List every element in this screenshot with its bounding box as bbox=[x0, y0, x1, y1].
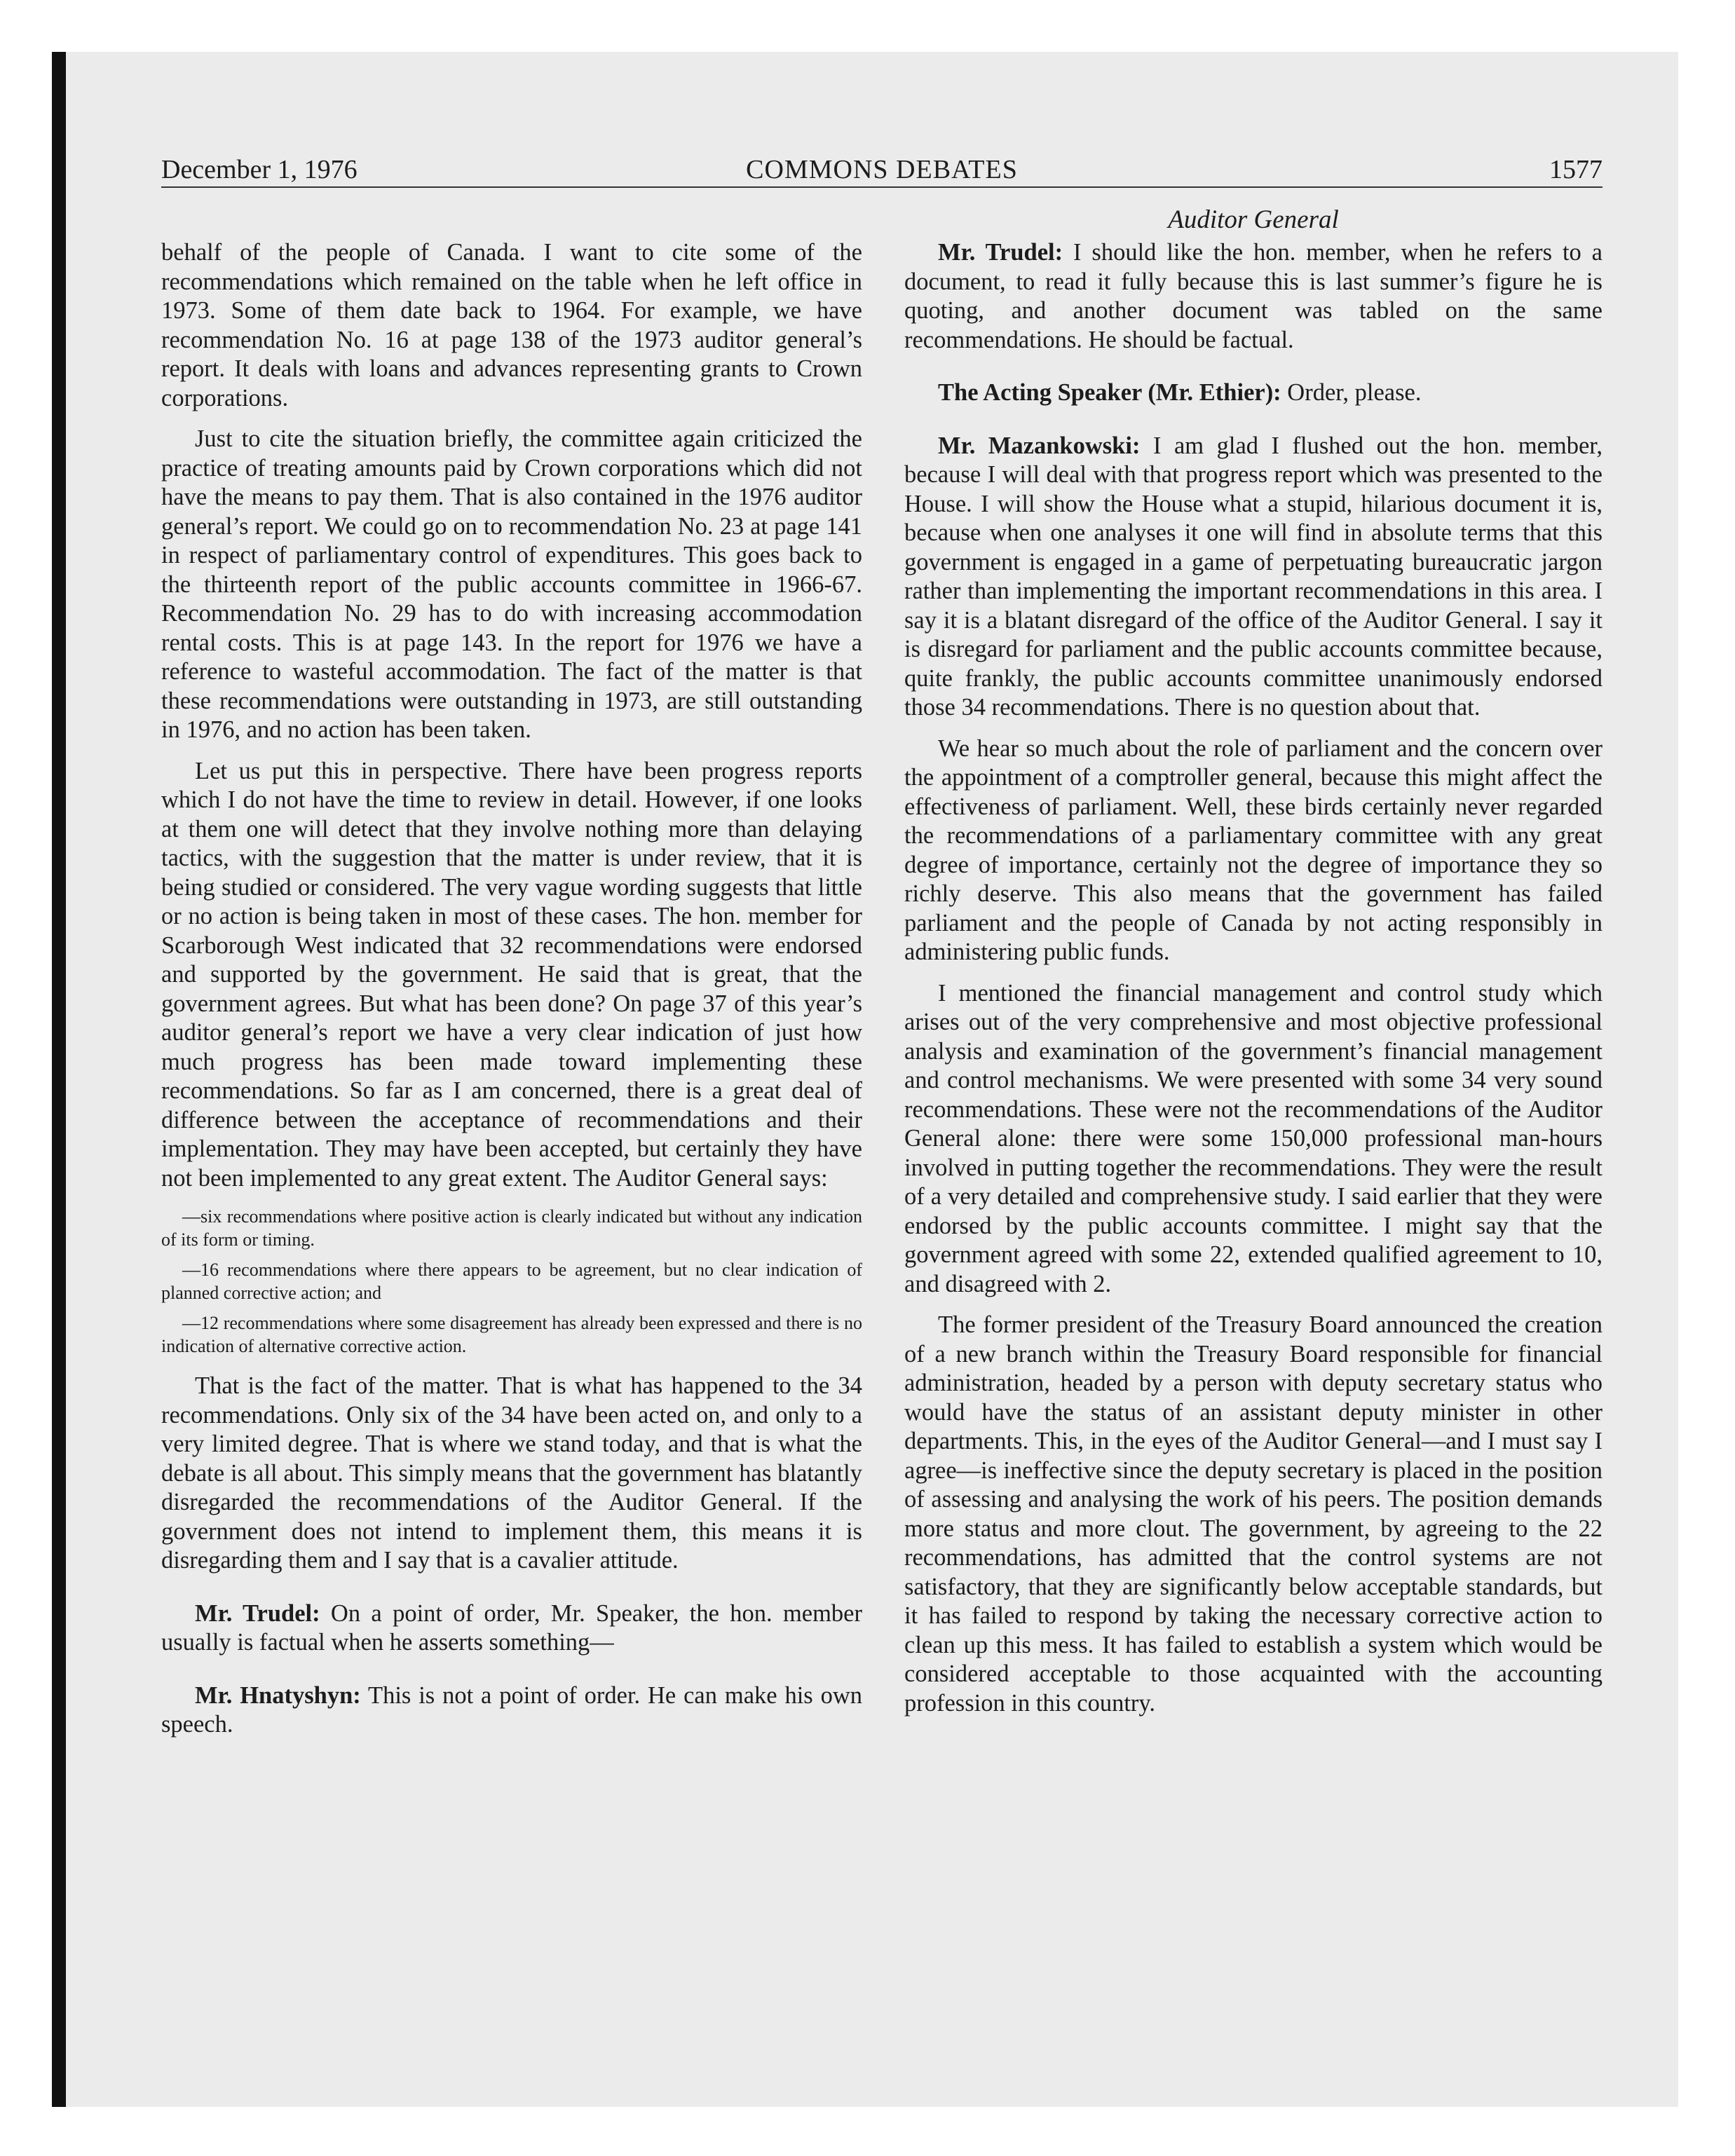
speech-text: On a point of order, Mr. Speaker, the hon. member usually is factual when he asserts something— bbox=[161, 1599, 862, 1656]
header-date: December 1, 1976 bbox=[161, 155, 358, 184]
block-quote: —16 recommendations where there appears to be agreement, but no clear indication of planned corrective action; and bbox=[161, 1260, 862, 1303]
scan-margin bbox=[0, 0, 1735, 53]
speaker-name: Mr. Trudel: bbox=[938, 239, 1063, 266]
speech-text: I am glad I flushed out the hon. member, because I will deal with that progress report which was presented to the House. I will show the House what a stupid, hilarious document it is, because when one analyses it one will find in absolute terms that this government is engaged in a game of perpetuating bureaucratic jargon rather than implementing the important recommendations in this area. I say it is a blatant disregard of the office of the Auditor General. I say it is disregard for parliament and the public accounts committee because, quite frankly, the public accounts committee unanimously endorsed those 34 recommendations. There is no question about that. bbox=[904, 432, 1603, 721]
paragraph: I mentioned the financial management and control study which arises out of the very comprehensive and most objective professional analysis and examination of the government’s financial management and control mechanisms. We were presented with some 34 very sound recommendations. These were not the recommendations of the Auditor General alone: there were some 150,000 professional man-hours involved in putting together the recommendations. They were the result of a very detailed and comprehensive study. I said earlier that they were endorsed by the public accounts committee. I might say that the government agreed with some 22, extended qualified agreement to 10, and disagreed with 2. bbox=[904, 979, 1603, 1297]
paragraph: The former president of the Treasury Board announced the creation of a new branch within the Treasury Board responsible for financial administration, headed by a person with deputy secretary status who would have the status of an assistant deputy minister in other departments. This, in the eyes of the Auditor General—and I must say I agree—is ineffective since the deputy secretary is placed in the position of assessing and analysing the work of his peers. The position demands more status and more clout. The government, by agreeing to the 22 recommendations, has admitted that the control systems are not satisfactory, that they are significantly below acceptable standards, but it has failed to respond by taking the necessary corrective action to clean up this mess. It has failed to establish a system which would be considered acceptable to those acquainted with the accounting profession in this country. bbox=[904, 1311, 1603, 1717]
speaker-name: Mr. Mazankowski: bbox=[938, 432, 1141, 459]
running-head: Auditor General bbox=[1168, 205, 1339, 234]
paragraph: That is the fact of the matter. That is what has happened to the 34 recommendations. Only six of the 34 have been acted on, and only to a very limited degree. That is where we stand today, and that is what the debate is all about. This simply means that the government has blatantly disregarded the recommendations of the Auditor General. If the government does not intend to implement them, this means it is disregarding them and I say that is a cavalier attitude. bbox=[161, 1372, 862, 1574]
speech bbox=[904, 238, 1603, 355]
speaker-name: The Acting Speaker (Mr. Ethier): bbox=[938, 379, 1281, 406]
speech bbox=[904, 378, 1603, 408]
book-spine-edge bbox=[52, 52, 66, 2107]
right-column bbox=[904, 238, 1603, 1730]
header-journal-title: COMMONS DEBATES bbox=[746, 155, 1018, 184]
speech bbox=[161, 1599, 862, 1658]
paragraph: Let us put this in perspective. There have been progress reports which I do not have the time to review in detail. However, if one looks at them one will detect that they involve nothing more than delaying tactics, with the suggestion that the matter is under review, that it is being studied or considered. The very vague wording suggests that little or no action is being taken in most of these cases. The hon. member for Scarborough West indicated that 32 recommendations were endorsed and supported by the government. He said that is great, that the government agrees. But what has been done? On page 37 of this year’s auditor general’s report we have a very clear indication of just how much progress has been made toward implementing these recommendations. So far as I am concerned, there is a great deal of difference between the acceptance of recommendations and their implementation. They may have been accepted, but certainly they have not been implemented to any great extent. The Auditor General says: bbox=[161, 757, 862, 1192]
speech-text: Order, please. bbox=[1281, 379, 1422, 406]
speech-text: I should like the hon. member, when he refers to a document, to read it fully because this is last summer’s figure he is quoting, and another document was tabled on the same recommendations. He should be factual. bbox=[904, 239, 1603, 353]
paragraph: behalf of the people of Canada. I want to cite some of the recommendations which remained on the table when he left office in 1973. Some of them date back to 1964. For example, we have recommendation No. 16 at page 138 of the 1973 auditor general’s report. It deals with loans and advances representing grants to Crown corporations. bbox=[161, 239, 862, 411]
speaker-name: Mr. Trudel: bbox=[195, 1599, 320, 1627]
speaker-name: Mr. Hnatyshyn: bbox=[195, 1681, 361, 1709]
left-column bbox=[161, 238, 862, 1752]
speech-text: This is not a point of order. He can make his own speech. bbox=[161, 1681, 862, 1738]
header-page-number: 1577 bbox=[1549, 155, 1603, 184]
paragraph: Just to cite the situation briefly, the committee again criticized the practice of treating amounts paid by Crown corporations which did not have the means to pay them. That is also contained in the 1976 auditor general’s report. We could go on to recommendation No. 23 at page 141 in respect of parliamentary control of expenditures. This goes back to the thirteenth report of the public accounts committee in 1966-67. Recommendation No. 29 has to do with increasing accommodation rental costs. This is at page 143. In the report for 1976 we have a reference to wasteful accommodation. The fact of the matter is that these recommendations were outstanding in 1973, are still outstanding in 1976, and no action has been taken. bbox=[161, 425, 862, 743]
page-header bbox=[161, 153, 1603, 186]
paragraph: We hear so much about the role of parliament and the concern over the appointment of a comptroller general, because this might affect the effectiveness of parliament. Well, these birds certainly never regarded the recommendations of a parliamentary committee with any great degree of importance, certainly not the degree of importance they so richly deserve. This also means that the government has failed parliament and the people of Canada by not acting responsibly in administering public funds. bbox=[904, 735, 1603, 965]
block-quote: —12 recommendations where some disagreement has already been expressed and there is no indication of alternative corrective action. bbox=[161, 1313, 862, 1356]
header-rule bbox=[161, 186, 1603, 188]
speech bbox=[161, 1681, 862, 1740]
block-quote: —six recommendations where positive action is clearly indicated but without any indication of its form or timing. bbox=[161, 1206, 862, 1250]
speech bbox=[904, 432, 1603, 723]
